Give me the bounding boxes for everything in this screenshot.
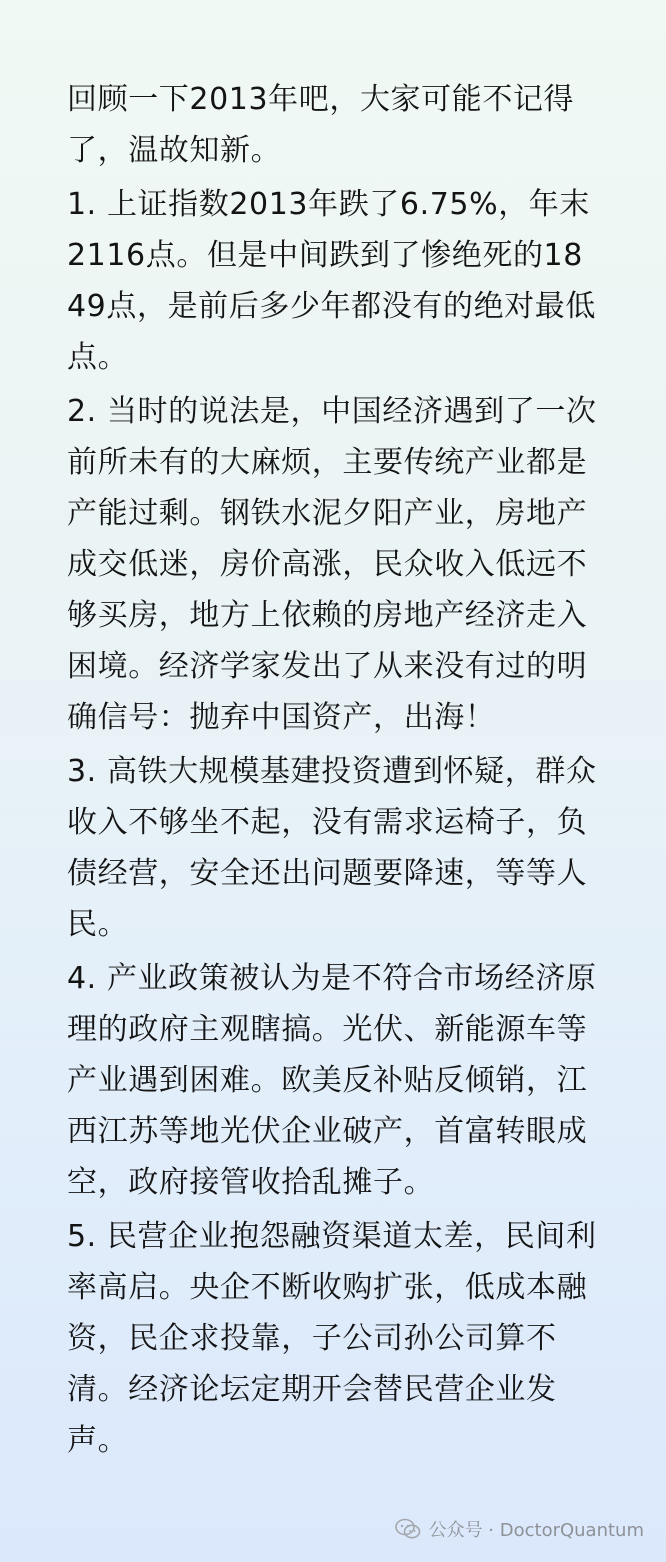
paragraph-intro: 回顾一下2013年吧，大家可能不记得了，温故知新。 bbox=[67, 82, 575, 168]
paragraph-point-2: 2. 当时的说法是，中国经济遇到了一次前所未有的大麻烦，主要传统产业都是产能过剩。钢铁水泥夕阳产业，房地产成交低迷，房价高涨，民众收入低远不够买房，地方上依赖的房地产经济走入困境。经济学家发出了从来没有过的明确信号：抛弃中国资产，出海！ bbox=[67, 394, 597, 735]
watermark-text: 公众号 · DoctorQuantum bbox=[428, 1520, 644, 1541]
paragraph-point-5: 5. 民营企业抱怨融资渠道太差，民间利率高启。央企不断收购扩张，低成本融资，民企求投靠，子公司孙公司算不清。经济论坛定期开会替民营企业发声。 bbox=[67, 1219, 597, 1458]
paragraph-point-1: 1. 上证指数2013年跌了6.75%，年末2116点。但是中间跌到了惨绝死的1849点，是前后多少年都没有的绝对最低点。 bbox=[67, 187, 596, 375]
paragraph-point-4: 4. 产业政策被认为是不符合市场经济原理的政府主观瞎搞。光伏、新能源车等产业遇到困难。欧美反补贴反倾销，江西江苏等地光伏企业破产，首富转眼成空，政府接管收拾乱摊子。 bbox=[67, 961, 597, 1200]
wechat-icon bbox=[395, 1518, 421, 1540]
article-body bbox=[67, 74, 597, 1469]
paragraph-point-3: 3. 高铁大规模基建投资遭到怀疑，群众收入不够坐不起，没有需求运椅子，负债经营，安全还出问题要降速，等等人民。 bbox=[67, 754, 597, 942]
watermark bbox=[395, 1516, 644, 1542]
